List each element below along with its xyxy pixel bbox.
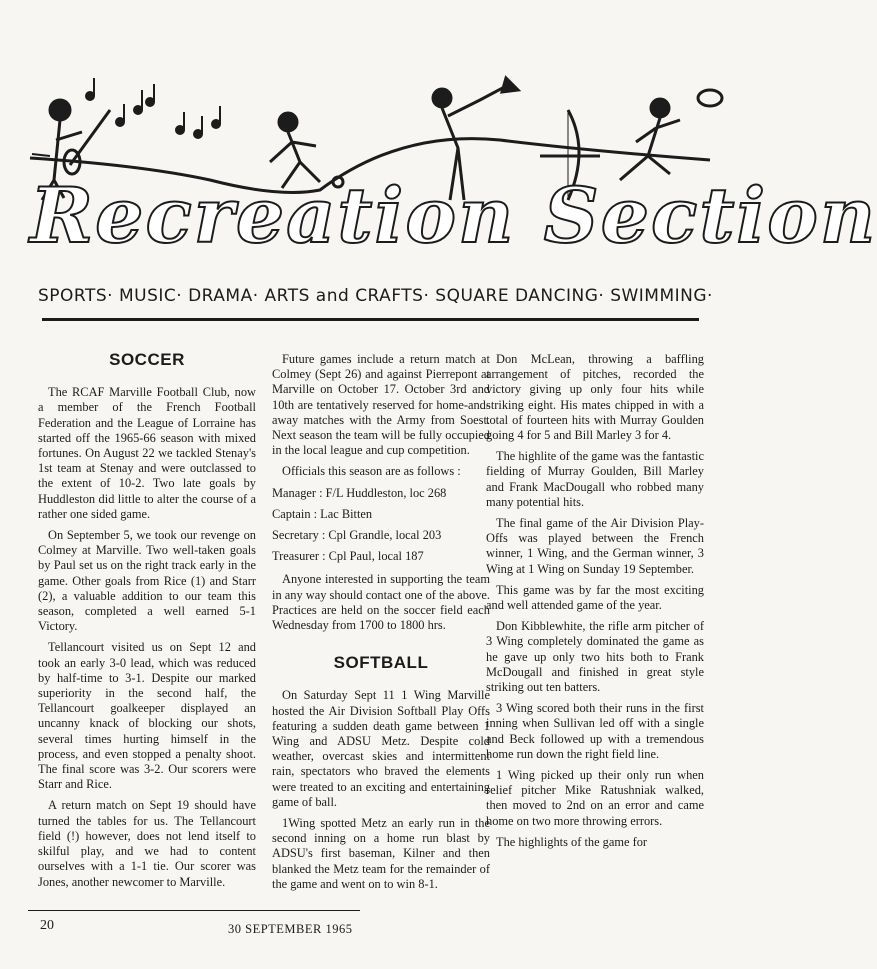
softball-paragraph: On Saturday Sept 11 1 Wing Marville hosted the Air Division Softball Play Offs featuring a sudden death game between 1 Wing and ADSU Metz. Despite cold weather, overcast skies and intermittent rain, spectators who braved the elements were treated to an exciting and entertaining game of ball.	[272, 688, 490, 809]
softball-paragraph: The highlite of the game was the fantastic fielding of Murray Goulden, Bill Marley and Frank MacDougall who robbed many many potential hits.	[486, 449, 704, 509]
official-treasurer: Treasurer : Cpl Paul, local 187	[272, 549, 424, 564]
issue-date: 30 SEPTEMBER 1965	[228, 922, 353, 936]
column-1	[38, 352, 256, 896]
soccer-paragraph: The RCAF Marville Football Club, now a member of the French Football Federation and the League of Lorraine has started off the 1965-66 season with mixed fortunes. On August 22 we tackled Stenay's 1st team at Stenay and were outclassed to the extent of 10-2. Two late goals by Huddleston did little to alter the course of a rather one sided game.	[38, 385, 256, 521]
column-2	[272, 352, 490, 898]
accent-stroke	[32, 154, 50, 156]
page-number: 20	[40, 918, 54, 933]
soccer-closing: Anyone interested in supporting the team in any way should contact one of the above. Practices are held on the soccer field each Wednesday from 1700 to 1800 hrs.	[272, 572, 490, 633]
soccer-paragraph: On September 5, we took our revenge on Colmey at Marville. Two well-taken goals by Paul set us on the right track early in the game. Other goals from Rice (1) and Starr (2), a valuable addition to our team this season, completed a well earned 5-1 Victory.	[38, 528, 256, 634]
softball-paragraph: 1 Wing picked up their only run when relief pitcher Mike Ratushniak walked, then moved to 2nd on an error and came home on two more throwing errors.	[486, 768, 704, 828]
soccer-paragraph: A return match on Sept 19 should have turned the tables for us. The Tellancourt field (!) however, does not lend itself to skilful play, and we had to content ourselves with a 1-1 tie. Our scorer was Jones, another newcomer to Marville.	[38, 798, 256, 889]
header-divider	[42, 318, 699, 321]
section-title: Recreation Section	[30, 171, 877, 260]
official-captain: Captain : Lac Bitten	[272, 506, 373, 521]
softball-paragraph: The final game of the Air Division Play-Offs was played between the French winner, 1 Wing, and the German winner, 3 Wing at 1 Wing on Sunday 19 September.	[486, 516, 704, 576]
softball-paragraph: Don Kibblewhite, the rifle arm pitcher of 3 Wing completely dominated the game as he gave up only two hits both to Frank McDougall and finished in great style striking out ten batters.	[486, 619, 704, 695]
softball-paragraph: 1Wing spotted Metz an early run in the second inning on a home run blast by ADSU's first baseman, Kilner and then blanked the Metz team for the remainder of the game and went on to win 8-1.	[272, 816, 490, 891]
softball-paragraph: This game was by far the most exciting and well attended game of the year.	[486, 582, 704, 613]
soccer-heading: SOCCER	[109, 350, 185, 369]
music-notes	[86, 78, 220, 138]
soccer-officials-intro: Officials this season are as follows :	[282, 464, 461, 479]
soccer-future-games: Future games include a return match at Colmey (Sept 26) and against Pierrepont at Marville on October 17. October 3rd and 10th are tentatively reserved for home-and-away matches with the Army from Soest. Next season the team will be fully occupied in the local league and cup competition.	[272, 352, 490, 458]
footer-divider	[28, 910, 360, 911]
softball-heading: SOFTBALL	[333, 653, 429, 673]
softball-paragraph: Don McLean, throwing a baffling arrangement of pitches, recorded the victory giving up only four hits while striking eight. His mates chipped in with a total of fourteen hits with Murray Goulden going 4 for 5 and Bill Marley 3 for 4.	[486, 352, 704, 443]
official-manager: Manager : F/L Huddleston, loc 268	[272, 485, 447, 500]
softball-paragraph: The highlights of the game for	[496, 834, 648, 849]
column-3	[486, 352, 704, 856]
official-secretary: Secretary : Cpl Grandle, local 203	[272, 528, 442, 543]
soccer-paragraph: Tellancourt visited us on Sept 12 and took an early 3-0 lead, which was reduced by half-time to 3-1. Despite our marked superiority in the second half, the Tellancourt goalkeeper displayed an uncanny knack of blocking our shots, several times hurting himself in the process, and even stopped a penalty shoot. The final score was 3-2. Our scorers were Starr and Rice.	[38, 640, 256, 792]
softball-paragraph: 3 Wing scored both their runs in the first inning when Sullivan led off with a single and Beck followed up with a tremendous home run down the right field line.	[486, 701, 704, 761]
runner-figure	[620, 90, 722, 180]
soccer-officials-list	[272, 486, 490, 565]
section-subtitle: SPORTS· MUSIC· DRAMA· ARTS and CRAFTS· SQUARE DANCING· SWIMMING·	[38, 286, 713, 306]
